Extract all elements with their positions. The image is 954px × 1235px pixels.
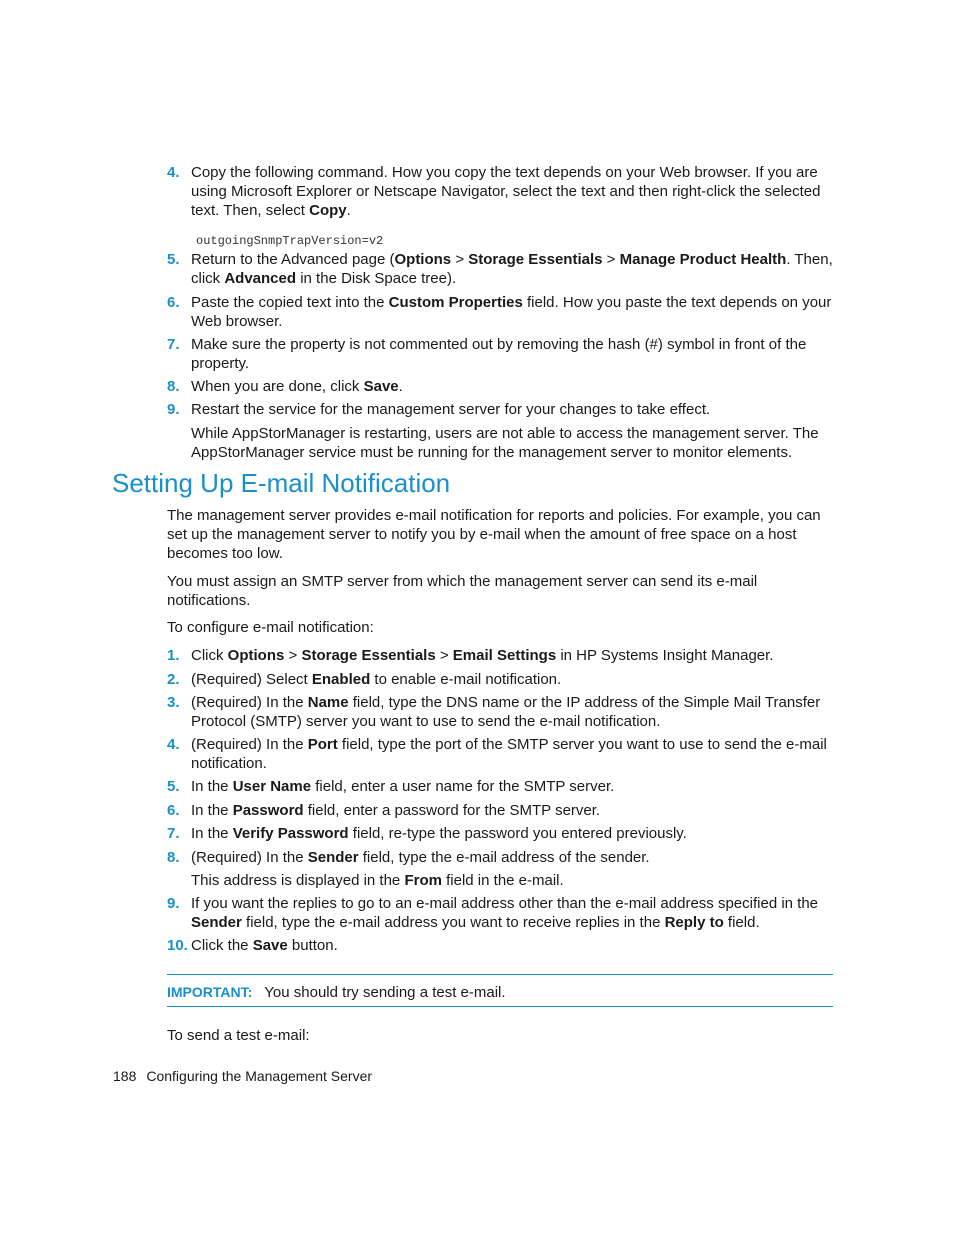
step-number: 8. [167,378,180,395]
step-text: Copy the following command. How you copy the text depends on your Web browser. If you are using Microsoft Explorer or Netscape Navigator, select the text and then right-click the selected text. Then, select Copy. [191,164,821,219]
important-label: IMPORTANT: [167,984,253,1000]
intro-paragraph: The management server provides e-mail notification for reports and policies. For example, you can set up the management server to notify you by e-mail when the amount of free space on a host becomes too low. [167,507,821,562]
step-number: 3. [167,694,180,711]
email-step-8 [167,848,833,867]
step-number: 6. [167,802,180,819]
restart-note: While AppStorManager is restarting, users are not able to access the management server. The AppStorManager service must be running for the management server to monitor elements. [191,425,819,461]
step-number: 9. [167,895,180,912]
step-text: Click Options > Storage Essentials > Email Settings in HP Systems Insight Manager. [191,647,774,664]
chapter-title: Configuring the Management Server [146,1068,373,1084]
step-text: Paste the copied text into the Custom Properties field. How you paste the text depends on your Web browser. [191,294,832,330]
step-text: (Required) In the Sender field, type the e-mail address of the sender. [191,849,650,866]
step-number: 2. [167,671,180,688]
email-step-4 [167,735,833,773]
step-text: Return to the Advanced page (Options > Storage Essentials > Manage Product Health. Then, click Advanced in the Disk Space tree). [191,251,833,287]
step-text: In the Verify Password field, re-type the password you entered previously. [191,825,687,842]
email-step-3 [167,693,833,731]
step-number: 4. [167,736,180,753]
step-number: 8. [167,849,180,866]
step-text: In the Password field, enter a password for the SMTP server. [191,802,601,819]
step-text: When you are done, click Save. [191,378,403,395]
important-callout [167,983,506,1002]
step-number: 7. [167,825,180,842]
step-5 [167,250,833,288]
step-text: (Required) Select Enabled to enable e-mail notification. [191,671,562,688]
step-number: 7. [167,336,180,353]
email-step-1 [167,646,833,665]
sender-note: This address is displayed in the From field in the e-mail. [191,872,564,889]
important-text: You should try sending a test e-mail. [264,984,506,1001]
code-snippet: outgoingSnmpTrapVersion=v2 [196,234,384,248]
step-text: If you want the replies to go to an e-mail address other than the e-mail address specified in the Sender field, type the e-mail address you want to receive replies in the Reply to field. [191,895,819,931]
email-step-9 [167,894,833,932]
step-number: 5. [167,251,180,268]
step-number: 10. [167,937,188,954]
step-8 [167,377,833,396]
step-text: (Required) In the Port field, type the port of the SMTP server you want to use to send the e-mail notification. [191,736,827,772]
smtp-paragraph: You must assign an SMTP server from which the management server can send its e-mail notifications. [167,573,758,609]
step-number: 9. [167,401,180,418]
important-rule-bottom [167,1006,833,1007]
page-number: 188 [113,1068,137,1084]
step-number: 1. [167,647,180,664]
important-rule-top [167,974,833,975]
step-4 [167,163,833,220]
email-step-7 [167,824,833,843]
section-title: Setting Up E-mail Notification [112,468,451,498]
email-step-2 [167,670,833,689]
step-number: 5. [167,778,180,795]
page-footer [113,1067,372,1085]
email-step-10 [167,936,833,955]
step-text: Restart the service for the management server for your changes to take effect. [191,401,711,418]
step-text: Click the Save button. [191,937,338,954]
configure-intro: To configure e-mail notification: [167,619,374,636]
step-text: Make sure the property is not commented out by removing the hash (#) symbol in front of the property. [191,336,807,372]
step-number: 6. [167,294,180,311]
email-step-5 [167,777,833,796]
step-text: (Required) In the Name field, type the DNS name or the IP address of the Simple Mail Transfer Protocol (SMTP) server you want to use to send the e-mail notification. [191,694,821,730]
step-6 [167,293,833,331]
send-test-intro: To send a test e-mail: [167,1027,310,1044]
step-number: 4. [167,164,180,181]
step-9 [167,400,833,419]
email-step-6 [167,801,833,820]
step-7 [167,335,833,373]
step-text: In the User Name field, enter a user name for the SMTP server. [191,778,615,795]
